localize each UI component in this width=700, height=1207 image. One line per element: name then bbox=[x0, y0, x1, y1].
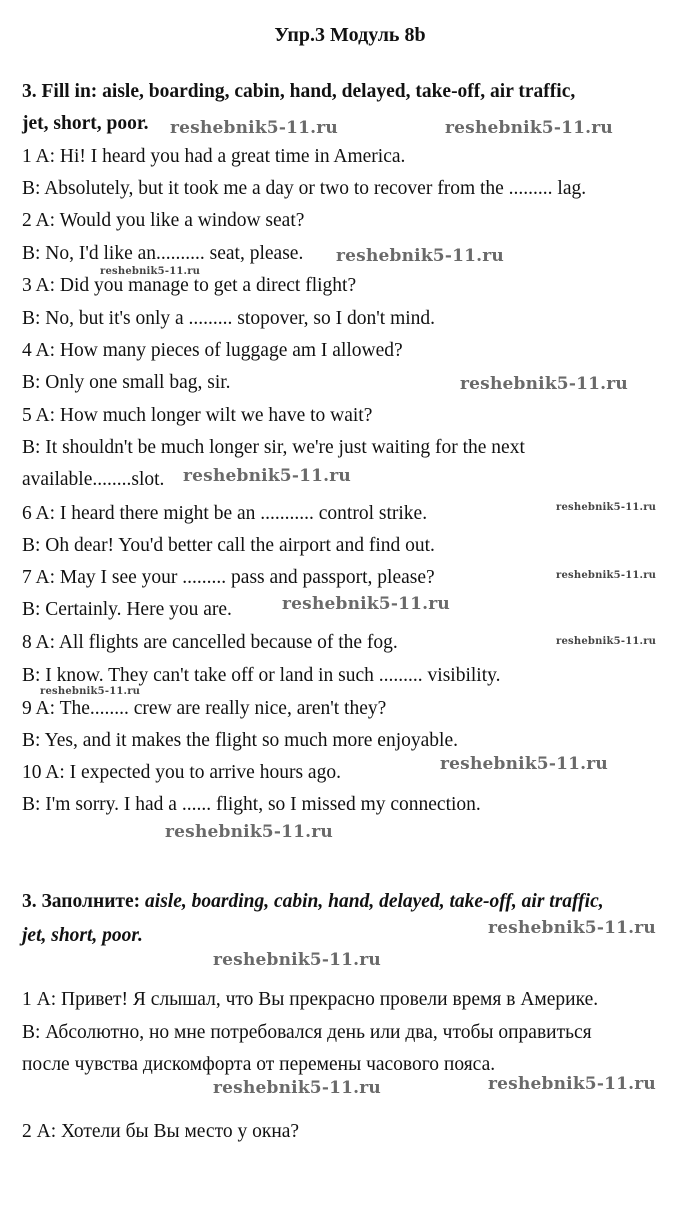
english-line: 8 A: All flights are cancelled because of the fog. bbox=[22, 632, 398, 653]
watermark: reshebnik5-11.ru bbox=[100, 266, 201, 277]
english-line: B: No, I'd like an.......... seat, please. bbox=[22, 243, 304, 264]
english-heading-line-1 bbox=[22, 80, 575, 104]
russian-line: 1 А: Привет! Я слышал, что Вы прекрасно провели время в Америке. bbox=[22, 989, 599, 1010]
russian-line: после чувства дискомфорта от перемены часового пояса. bbox=[22, 1054, 496, 1075]
english-line: B: Absolutely, but it took me a day or two to recover from the ......... lag. bbox=[22, 178, 587, 199]
watermark: reshebnik5-11.ru bbox=[556, 570, 657, 581]
watermark: reshebnik5-11.ru bbox=[213, 950, 381, 970]
page-title: Упр.3 Модуль 8b bbox=[274, 24, 426, 46]
english-line: 2 A: Would you like a window seat? bbox=[22, 210, 305, 231]
watermark: reshebnik5-11.ru bbox=[40, 686, 141, 697]
russian-heading-prefix: 3. Заполните: bbox=[22, 891, 146, 912]
watermark: reshebnik5-11.ru bbox=[170, 118, 338, 138]
english-line: B: It shouldn't be much longer sir, we're just waiting for the next bbox=[22, 437, 525, 458]
english-line: B: Only one small bag, sir. bbox=[22, 372, 231, 393]
watermark: reshebnik5-11.ru bbox=[488, 918, 656, 938]
watermark: reshebnik5-11.ru bbox=[183, 466, 351, 486]
english-line: 1 A: Hi! I heard you had a great time in America. bbox=[22, 146, 406, 167]
watermark: reshebnik5-11.ru bbox=[282, 594, 450, 614]
english-heading-line-2: jet, short, poor. bbox=[22, 113, 149, 134]
english-line: 9 A: The........ crew are really nice, aren't they? bbox=[22, 698, 387, 719]
english-line: 5 A: How much longer wilt we have to wait? bbox=[22, 405, 373, 426]
english-heading-prefix: 3. Fill in: bbox=[22, 81, 103, 102]
english-line: B: Yes, and it makes the flight so much more enjoyable. bbox=[22, 730, 458, 751]
russian-heading-words: aisle, boarding, cabin, hand, delayed, take-off, air traffic, bbox=[145, 891, 604, 912]
english-line: B: Oh dear! You'd better call the airport and find out. bbox=[22, 535, 435, 556]
english-line: B: Certainly. Here you are. bbox=[22, 599, 232, 620]
russian-line: 2 А: Хотели бы Вы место у окна? bbox=[22, 1121, 300, 1142]
watermark: reshebnik5-11.ru bbox=[488, 1074, 656, 1094]
english-heading-words: aisle, boarding, cabin, hand, delayed, take-off, air traffic, bbox=[102, 81, 576, 102]
watermark: reshebnik5-11.ru bbox=[440, 754, 608, 774]
russian-heading-line-1 bbox=[22, 890, 604, 914]
watermark: reshebnik5-11.ru bbox=[556, 636, 657, 647]
english-line: B: I know. They can't take off or land in such ......... visibility. bbox=[22, 665, 501, 686]
english-line: 4 A: How many pieces of luggage am I allowed? bbox=[22, 340, 403, 361]
english-line: 3 A: Did you manage to get a direct flight? bbox=[22, 275, 357, 296]
english-line: B: No, but it's only a ......... stopover, so I don't mind. bbox=[22, 308, 436, 329]
english-line: available........slot. bbox=[22, 469, 165, 490]
watermark: reshebnik5-11.ru bbox=[556, 502, 657, 513]
english-line: B: I'm sorry. I had a ...... flight, so I missed my connection. bbox=[22, 794, 481, 815]
watermark: reshebnik5-11.ru bbox=[460, 374, 628, 394]
english-line: 6 A: I heard there might be an ........... control strike. bbox=[22, 503, 428, 524]
watermark: reshebnik5-11.ru bbox=[336, 246, 504, 266]
watermark: reshebnik5-11.ru bbox=[165, 822, 333, 842]
english-line: 10 A: I expected you to arrive hours ago. bbox=[22, 762, 341, 783]
watermark: reshebnik5-11.ru bbox=[213, 1078, 381, 1098]
russian-heading-line-2: jet, short, poor. bbox=[22, 925, 143, 946]
russian-line: В: Абсолютно, но мне потребовался день или два, чтобы оправиться bbox=[22, 1022, 592, 1043]
english-line: 7 A: May I see your ......... pass and passport, please? bbox=[22, 567, 435, 588]
watermark: reshebnik5-11.ru bbox=[445, 118, 613, 138]
